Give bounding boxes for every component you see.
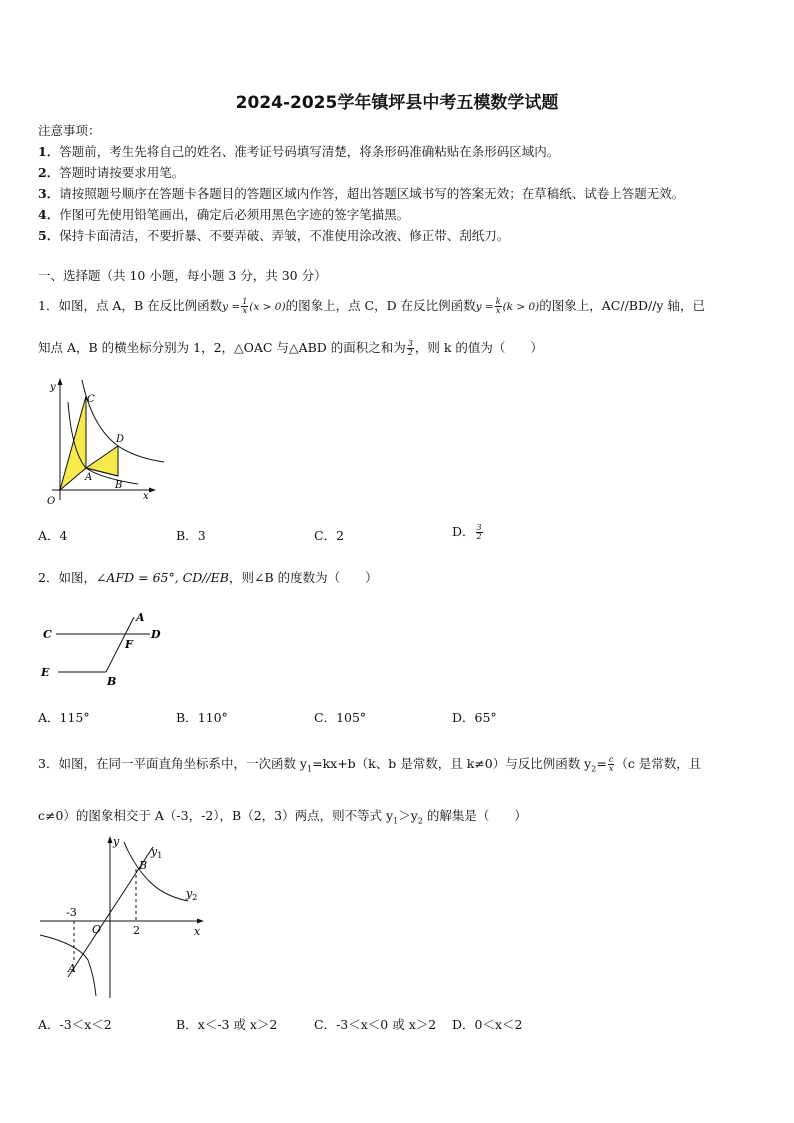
- q2-option-a[interactable]: A．115°: [38, 710, 90, 725]
- q3-figure: [38, 832, 213, 1000]
- q2-stem: 2．如图，∠AFD = 65°, CD//EB，则∠B 的度数为（ ）: [38, 570, 378, 585]
- q3-fig-origin: O: [92, 923, 102, 936]
- notice-item-5: 5．保持卡面清洁，不要折暴、不要弄破、弄皱，不准使用涂改液、修正带、刮纸刀。: [38, 228, 510, 243]
- notice-item-3: 3．请按照题号顺序在答题卡各题目的答题区域内作答，超出答题区域书写的答案无效；在草稿纸、试卷上答题无效。: [38, 186, 685, 201]
- q3-fig-point-b: B: [139, 859, 148, 872]
- q3-fig-point-a: A: [68, 962, 76, 975]
- q3-line-2: c≠0）的图象相交于 A（-3，-2），B（2，3）两点，则不等式 $y_1>y_2$ 的解集是（ ）: [38, 808, 527, 826]
- notice-item-1: 1．答题前，考生先将自己的姓名、准考证号码填写清楚，将条形码准确粘贴在条形码区域内。: [38, 144, 560, 159]
- q2-fig-point-a: A: [136, 611, 145, 624]
- notice-item-2: 2．答题时请按要求用笔。: [38, 165, 185, 180]
- q3-fig-tick-neg3: -3: [66, 906, 77, 919]
- q3-option-c[interactable]: C．-3＜x＜0 或 x＞2: [314, 1017, 437, 1032]
- section-heading: 一、选择题（共 10 小题，每小题 3 分，共 30 分）: [38, 268, 327, 283]
- q1-option-d[interactable]: D． $\frac{3}{2}$: [452, 523, 482, 541]
- notice-item-4: 4．作图可先使用铅笔画出，确定后必须用黑色字迹的签字笔描黑。: [38, 207, 410, 222]
- q2-option-b[interactable]: B．110°: [176, 710, 228, 725]
- q1-fig-point-d: D: [116, 434, 125, 445]
- q1-fig-y-label: y: [50, 382, 56, 393]
- q3-fig-label-y1: $y_1$: [151, 845, 163, 860]
- q3-fig-y-label: y: [113, 835, 120, 848]
- q3-fig-tick-2: 2: [133, 924, 140, 937]
- q2-fig-point-d: D: [151, 628, 161, 641]
- q1-fig-point-c: C: [87, 394, 95, 405]
- q1-option-a[interactable]: A．4: [38, 528, 68, 543]
- q1-line-1: 1．如图，点 A，B 在反比例函数y = $\frac{1}{x}$ (x > 0)的图象上，点 C，D 在反比例函数y = $\frac{k}{x}$ (k > 0)的图象上，AC//BD//y 轴，已: [38, 297, 705, 315]
- q1-option-c[interactable]: C．2: [314, 528, 345, 543]
- q2-option-d[interactable]: D．65°: [452, 710, 497, 725]
- q1-fig-point-b: B: [115, 480, 123, 491]
- notice-heading: 注意事项：: [38, 123, 101, 138]
- q3-fig-label-y2: $y_2$: [186, 887, 198, 902]
- q1-fig-x-label: x: [143, 491, 149, 502]
- q1-fig-point-a: A: [85, 472, 93, 483]
- page-title: 2024-2025学年镇坪县中考五模数学试题: [235, 93, 559, 113]
- q1-figure: [38, 372, 168, 507]
- q1-line-2: 知点 A，B 的横坐标分别为 1，2，△OAC 与△ABD 的面积之和为 $\frac{3}{2}$ ，则 k 的值为（ ）: [38, 339, 543, 357]
- q3-fig-x-label: x: [194, 925, 201, 938]
- q3-option-b[interactable]: B．x＜-3 或 x＞2: [176, 1017, 278, 1032]
- q2-fig-point-c: C: [43, 628, 52, 641]
- q3-option-d[interactable]: D．0＜x＜2: [452, 1017, 523, 1032]
- q3-option-a[interactable]: A．-3＜x＜2: [38, 1017, 112, 1032]
- q1-option-b[interactable]: B．3: [176, 528, 206, 543]
- q2-figure: [38, 605, 178, 695]
- q2-fig-point-e: E: [41, 666, 50, 679]
- q2-fig-point-f: F: [125, 638, 133, 651]
- q3-line-1: 3．如图，在同一平面直角坐标系中，一次函数 $y_1=kx+b(k$、b 是常数，且 k≠0）与反比例函数 $y_2=$ $\frac{c}{x}$ （c 是常数，且: [38, 755, 702, 774]
- q1-fig-origin: O: [47, 496, 56, 507]
- q2-option-c[interactable]: C．105°: [314, 710, 367, 725]
- q2-fig-point-b: B: [107, 675, 117, 688]
